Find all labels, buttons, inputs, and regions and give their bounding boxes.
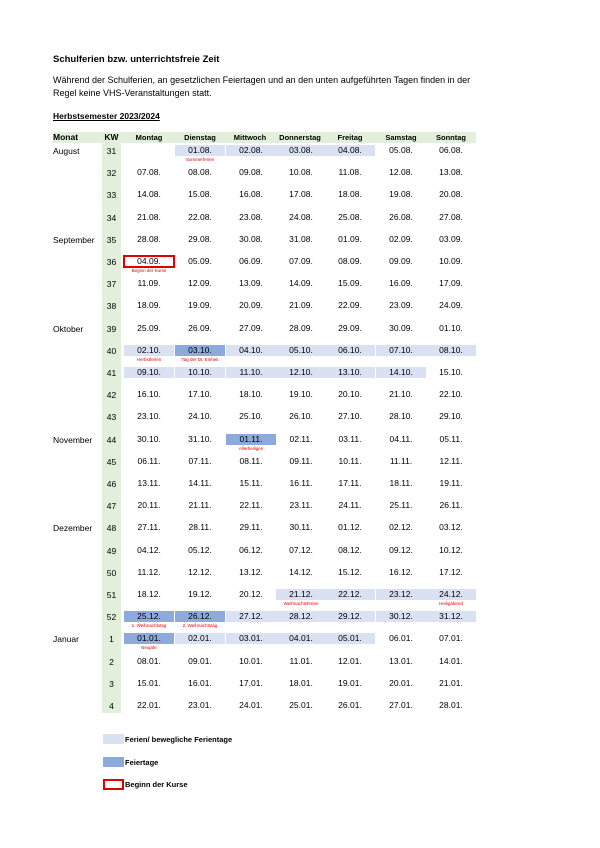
day-cell-mittwoch: 20.12. [239,589,263,599]
day-cell-freitag: 25.08. [338,211,362,222]
day-cell-dienstag: 15.08. [188,189,212,200]
day-cell-sonntag: 28.01. [439,700,463,710]
day-cell-mittwoch: 09.08. [239,167,263,178]
table-row [0,521,600,543]
table-row [0,344,600,366]
header-sonntag: Sonntag [436,133,466,142]
day-cell-samstag: 16.09. [389,278,413,289]
kw-cell: 45 [106,456,117,467]
kw-cell: 37 [106,279,117,290]
day-cell-donnerstag: 24.08. [289,211,313,222]
header-kw: KW [104,132,119,142]
table-row [0,455,600,477]
day-cell-sonntag: 14.01. [439,655,463,666]
day-cell-sonntag: 03.09. [439,233,463,244]
day-cell-samstag: 23.12. [376,589,426,600]
day-cell-freitag: 01.09. [338,233,362,244]
day-cell-mittwoch: 18.10. [239,389,263,400]
day-cell-mittwoch: 11.10. [226,367,276,378]
day-cell-donnerstag: 02.11. [289,433,313,444]
day-cell-mittwoch: 01.11. [226,434,276,445]
kw-cell: 36 [106,257,117,267]
day-cell-freitag: 18.08. [338,189,362,200]
day-cell-freitag: 13.10. [325,367,375,378]
kw-cell: 3 [109,678,114,689]
day-note: Allerheiligen [238,445,264,451]
day-cell-sonntag: 03.12. [439,522,463,533]
day-cell-freitag: 24.11. [338,500,362,511]
day-cell-donnerstag: 04.01. [276,633,326,644]
table-row [0,211,600,233]
day-cell-montag: 20.11. [137,500,161,511]
day-note: Heiligabend [439,601,463,606]
day-note: 1. Weihnachtstag [131,623,167,629]
day-cell-mittwoch: 13.09. [239,278,263,289]
day-cell-freitag: 06.10. [325,345,375,356]
day-cell-donnerstag: 19.10. [289,389,313,400]
kw-cell: 50 [106,567,117,578]
day-cell-mittwoch: 29.11. [239,522,263,533]
day-cell-freitag: 29.12. [325,611,375,622]
day-cell-donnerstag: 12.10. [276,367,326,378]
day-cell-dienstag: 31.10. [188,433,212,444]
day-cell-sonntag: 15.10. [439,367,463,377]
day-cell-samstag: 11.11. [389,455,413,466]
day-cell-montag: 18.09. [137,300,161,311]
table-row [0,277,600,299]
legend-label: Feiertage [125,758,159,767]
day-cell-montag: 13.11. [137,478,161,488]
day-cell-mittwoch: 22.11. [239,500,263,511]
day-cell-dienstag: 19.12. [188,589,212,599]
day-cell-dienstag: 07.11. [188,455,212,466]
table-row [0,388,600,410]
day-cell-samstag: 09.09. [389,256,413,266]
table-row [0,433,600,455]
day-cell-mittwoch: 24.01. [239,700,263,710]
kw-cell: 41 [106,368,117,378]
day-cell-sonntag: 01.10. [439,322,463,333]
day-cell-donnerstag: 31.08. [289,233,313,244]
day-cell-freitag: 03.11. [338,433,362,444]
day-cell-freitag: 22.12. [325,589,375,600]
day-cell-freitag: 19.01. [338,677,362,688]
day-cell-montag: 16.10. [137,389,161,400]
day-cell-mittwoch: 04.10. [226,345,276,356]
day-cell-montag: 15.01. [137,677,161,688]
day-cell-samstag: 02.09. [389,233,413,244]
legend-swatch [103,734,124,744]
day-cell-sonntag: 17.09. [439,278,463,289]
legend-label: Beginn der Kurse [125,780,188,789]
day-cell-montag: 30.10. [137,433,161,444]
day-cell-mittwoch: 03.01. [226,633,276,644]
table-row [0,166,600,188]
day-cell-samstag: 26.08. [389,211,413,222]
day-cell-donnerstag: 10.08. [289,167,313,178]
day-cell-montag: 21.08. [137,211,161,222]
day-cell-freitag: 08.09. [338,256,362,266]
day-cell-sonntag: 12.11. [439,455,463,466]
day-cell-samstag: 07.10. [376,345,426,356]
table-row [0,322,600,344]
day-cell-donnerstag: 09.11. [289,455,313,466]
day-cell-freitag: 22.09. [338,300,362,311]
table-row [0,588,600,610]
kw-cell: 51 [106,590,117,600]
day-cell-dienstag: 02.01. [175,633,225,644]
day-cell-mittwoch: 16.08. [239,189,263,200]
day-cell-montag: 01.01. [124,633,174,644]
day-cell-samstag: 23.09. [389,300,413,311]
kw-cell: 39 [106,323,117,334]
table-row [0,366,600,388]
day-cell-montag: 28.08. [137,233,161,244]
day-cell-samstag: 27.01. [389,700,413,710]
day-cell-sonntag: 08.10. [426,345,476,356]
day-note: Neujahr [141,645,157,651]
intro-text: Während der Schulferien, an gesetzlichen Feiertagen und an den unten aufgeführten Tagen finden in der Regel keine VHS-Veranstaltungen statt. [53,75,471,98]
day-cell-samstag: 13.01. [389,655,413,666]
day-cell-dienstag: 29.08. [188,233,212,244]
table-row [0,544,600,566]
table-row [0,632,600,654]
kw-cell: 38 [106,301,117,312]
day-cell-donnerstag: 21.09. [289,300,313,311]
day-cell-dienstag: 16.01. [188,677,212,688]
table-row [0,499,600,521]
day-cell-freitag: 10.11. [338,455,362,466]
day-cell-mittwoch: 23.08. [239,211,263,222]
kw-cell: 1 [109,634,114,645]
day-cell-freitag: 29.09. [338,322,362,333]
day-cell-donnerstag: 03.08. [276,145,326,156]
day-cell-sonntag: 21.01. [439,677,463,688]
day-cell-mittwoch: 20.09. [239,300,263,311]
table-row [0,233,600,255]
day-cell-dienstag: 21.11. [188,500,212,511]
semester-heading: Herbstsemester 2023/2024 [53,111,160,121]
day-cell-samstag: 20.01. [389,677,413,688]
table-row [0,677,600,699]
day-cell-montag: 25.09. [137,322,161,333]
header-montag: Montag [135,133,163,142]
day-cell-freitag: 20.10. [338,389,362,400]
month-label: Dezember [53,523,93,534]
day-cell-montag: 04.09. [124,256,174,267]
day-cell-samstag: 14.10. [376,367,426,378]
day-cell-donnerstag: 28.12. [276,611,326,622]
day-cell-dienstag: 12.09. [188,278,212,289]
day-cell-samstag: 28.10. [389,411,413,422]
day-cell-donnerstag: 23.11. [289,500,313,511]
day-cell-donnerstag: 30.11. [289,522,313,533]
day-cell-dienstag: 09.01. [188,655,212,666]
day-cell-freitag: 15.12. [338,566,362,577]
header-dienstag: Dienstag [184,133,216,142]
day-cell-mittwoch: 02.08. [226,145,276,156]
day-cell-dienstag: 10.10. [175,367,225,378]
kw-cell: 49 [106,545,117,556]
day-cell-dienstag: 05.12. [188,544,212,555]
day-cell-sonntag: 17.12. [439,566,463,577]
day-cell-mittwoch: 06.12. [239,544,263,555]
day-cell-donnerstag: 17.08. [289,189,313,200]
day-cell-freitag: 11.08. [338,167,362,178]
day-cell-donnerstag: 07.12. [289,544,313,555]
month-label: Oktober [53,323,84,334]
day-note: 2. Weihnachtstag [182,623,218,629]
day-cell-freitag: 08.12. [338,544,362,555]
day-cell-mittwoch: 06.09. [239,256,263,266]
day-cell-montag: 11.09. [137,278,161,289]
day-cell-samstag: 06.01. [389,633,413,644]
kw-cell: 47 [106,501,117,512]
header-monat: Monat [53,132,79,142]
day-cell-donnerstag: 11.01. [289,655,313,666]
day-cell-samstag: 21.10. [389,389,413,400]
day-cell-samstag: 04.11. [389,433,413,444]
day-cell-dienstag: 23.01. [188,700,212,710]
day-cell-sonntag: 06.08. [439,145,463,155]
day-cell-samstag: 30.12. [376,611,426,622]
day-cell-sonntag: 22.10. [439,389,463,400]
day-cell-freitag: 17.11. [338,478,362,488]
day-cell-dienstag: 22.08. [188,211,212,222]
kw-cell: 34 [106,212,117,223]
day-cell-freitag: 12.01. [338,655,362,666]
kw-cell: 35 [106,234,117,245]
header-samstag: Samstag [385,133,417,142]
day-cell-freitag: 01.12. [338,522,362,533]
day-cell-dienstag: 26.12. [175,611,225,622]
day-cell-donnerstag: 28.09. [289,322,313,333]
day-cell-donnerstag: 21.12. [276,589,326,600]
day-cell-montag: 07.08. [137,167,161,178]
page-title: Schulferien bzw. unterrichtsfreie Zeit [53,54,220,65]
day-cell-mittwoch: 30.08. [239,233,263,244]
day-cell-dienstag: 05.09. [188,256,212,266]
day-cell-montag: 08.01. [137,655,161,666]
day-cell-montag: 02.10. [124,345,174,356]
table-row [0,255,600,277]
legend-swatch [103,757,124,767]
day-cell-mittwoch: 13.12. [239,566,263,577]
day-cell-sonntag: 27.08. [439,211,463,222]
day-cell-mittwoch: 17.01. [239,677,263,688]
day-cell-dienstag: 19.09. [188,300,212,311]
day-note: Sommerferien [185,157,215,162]
day-cell-mittwoch: 27.12. [226,611,276,622]
day-cell-dienstag: 14.11. [188,478,212,488]
kw-cell: 44 [106,434,117,445]
table-row [0,188,600,210]
day-cell-freitag: 04.08. [325,145,375,156]
day-cell-montag: 23.10. [137,411,161,422]
day-cell-dienstag: 08.08. [188,167,212,178]
kw-cell: 48 [106,523,117,534]
day-note: Herbstferien [136,356,162,362]
day-cell-sonntag: 29.10. [439,411,463,422]
day-cell-donnerstag: 07.09. [289,256,313,266]
day-cell-samstag: 25.11. [389,500,413,511]
day-cell-dienstag: 17.10. [188,389,212,400]
day-cell-samstag: 12.08. [389,167,413,178]
day-cell-freitag: 26.01. [338,700,362,710]
month-label: August [53,146,80,156]
day-cell-samstag: 16.12. [389,566,413,577]
day-cell-sonntag: 24.12. [426,589,476,600]
day-cell-sonntag: 10.12. [439,544,463,555]
table-row [0,699,600,721]
day-cell-sonntag: 10.09. [439,256,463,266]
day-note: Weihnachtsferien [283,601,319,606]
day-cell-montag: 11.12. [137,566,161,577]
day-cell-montag [124,145,174,156]
month-label: November [53,434,93,445]
day-cell-sonntag: 07.01. [439,633,463,644]
day-cell-sonntag: 13.08. [439,167,463,178]
day-cell-montag: 27.11. [137,522,161,533]
day-cell-mittwoch: 10.01. [239,655,263,666]
month-label: September [53,234,95,245]
day-cell-montag: 14.08. [137,189,161,200]
day-cell-donnerstag: 26.10. [289,411,313,422]
table-header [53,132,476,143]
day-cell-dienstag: 28.11. [188,522,212,533]
table-row [0,610,600,632]
day-cell-montag: 25.12. [124,611,174,622]
header-mittwoch: Mittwoch [233,133,267,142]
day-cell-dienstag: 12.12. [188,566,212,577]
day-note: Beginn der Kurse [131,268,167,273]
day-cell-donnerstag: 14.09. [289,278,313,289]
day-cell-samstag: 19.08. [389,189,413,200]
day-cell-donnerstag: 18.01. [289,677,313,688]
day-cell-sonntag: 31.12. [426,611,476,622]
table-row [0,566,600,588]
day-cell-montag: 18.12. [137,589,161,599]
day-cell-dienstag: 26.09. [188,322,212,333]
kw-cell: 42 [106,390,117,401]
day-cell-sonntag: 20.08. [439,189,463,200]
kw-cell: 43 [106,412,117,423]
kw-cell: 33 [106,190,117,201]
kw-cell: 52 [106,612,117,623]
day-cell-samstag: 02.12. [389,522,413,533]
table-row [0,144,600,166]
day-cell-mittwoch: 08.11. [239,455,263,466]
table-row [0,410,600,432]
day-cell-montag: 22.01. [137,700,161,710]
day-cell-sonntag: 26.11. [439,500,463,511]
day-cell-dienstag: 03.10. [175,345,225,356]
day-cell-donnerstag: 14.12. [289,566,313,577]
day-cell-freitag: 27.10. [338,411,362,422]
day-cell-sonntag: 19.11. [439,478,463,488]
kw-cell: 2 [109,656,114,667]
legend-swatch [103,779,124,790]
kw-cell: 32 [106,168,117,179]
header-donnerstag: Donnerstag [279,133,321,142]
day-cell-montag: 04.12. [137,544,161,555]
day-note: Tag der Dt. Einheit [181,356,219,362]
day-cell-sonntag: 24.09. [439,300,463,311]
kw-cell: 46 [106,479,117,489]
table-row [0,655,600,677]
kw-cell: 31 [106,146,117,156]
table-row [0,477,600,499]
day-cell-montag: 06.11. [137,455,161,466]
day-cell-freitag: 05.01. [325,633,375,644]
day-cell-sonntag: 05.11. [439,433,463,444]
day-cell-samstag: 05.08. [389,145,413,155]
table-row [0,299,600,321]
day-cell-donnerstag: 16.11. [289,478,313,488]
day-cell-samstag: 09.12. [389,544,413,555]
day-cell-mittwoch: 27.09. [239,322,263,333]
kw-cell: 40 [106,345,117,356]
day-cell-montag: 09.10. [124,367,174,378]
day-cell-dienstag: 24.10. [188,411,212,422]
day-cell-donnerstag: 05.10. [276,345,326,356]
day-cell-donnerstag: 25.01. [289,700,313,710]
day-cell-mittwoch: 25.10. [239,411,263,422]
header-freitag: Freitag [337,133,363,142]
day-cell-freitag: 15.09. [338,278,362,289]
month-label: Januar [53,634,79,645]
kw-cell: 4 [109,701,114,711]
day-cell-samstag: 18.11. [389,478,413,488]
day-cell-dienstag: 01.08. [175,145,225,156]
legend-label: Ferien/ bewegliche Ferientage [125,735,233,744]
day-cell-samstag: 30.09. [389,322,413,333]
day-cell-mittwoch: 15.11. [239,478,263,488]
